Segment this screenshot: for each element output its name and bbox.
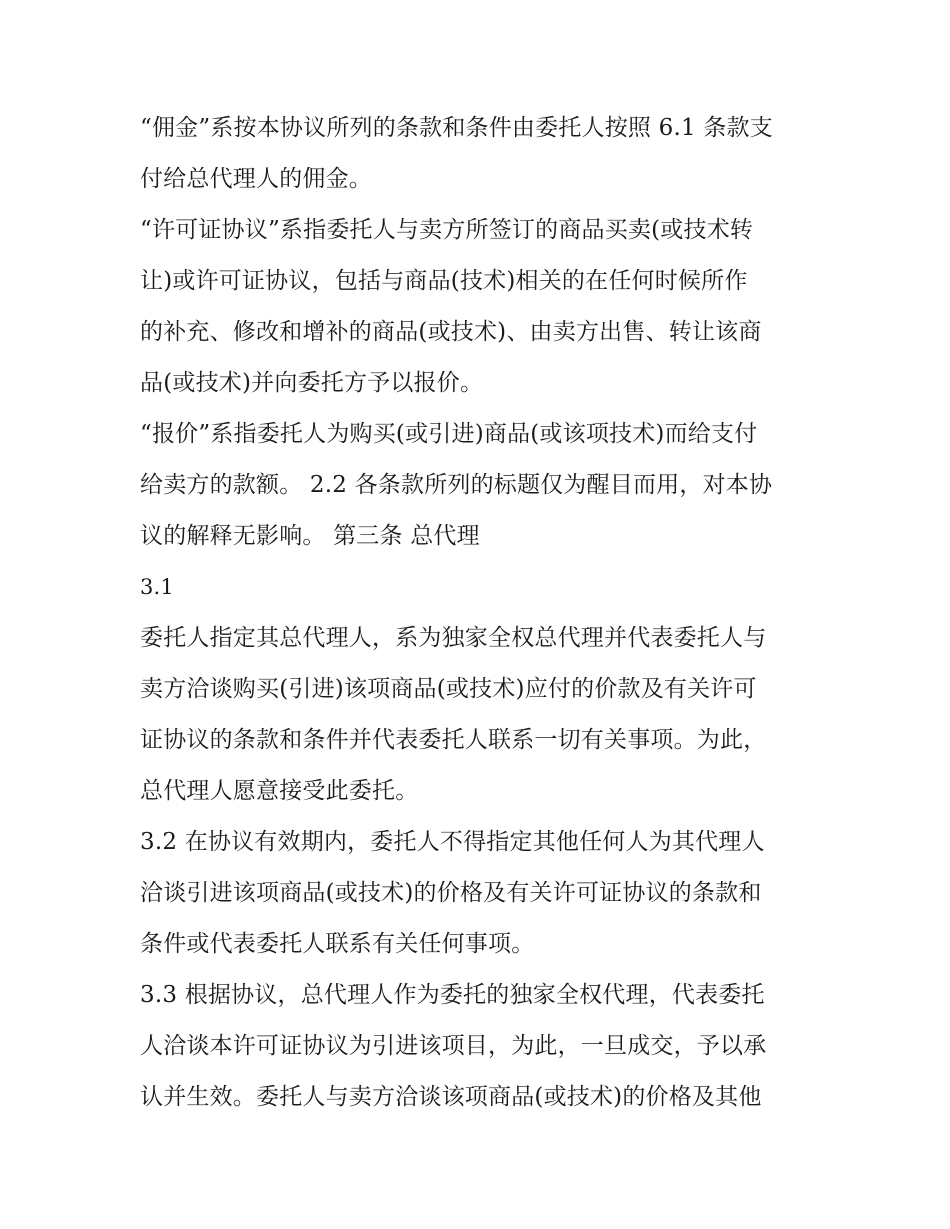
text-line: 3.3 根据协议，总代理人作为委托的独家全权代理，代表委托 xyxy=(140,982,765,1008)
text-line: 议的解释无影响。 第三条 总代理 xyxy=(140,523,480,549)
text-line: 条件或代表委托人联系有关任何事项。 xyxy=(140,931,535,957)
text-line: “报价”系指委托人为购买(或引进)商品(或该项技术)而给支付 xyxy=(140,421,758,447)
text-line: 让)或许可证协议，包括与商品(技术)相关的在任何时候所作 xyxy=(140,268,748,294)
text-line: 总代理人愿意接受此委托。 xyxy=(140,778,419,804)
text-line: 证协议的条款和条件并代表委托人联系一切有关事项。为此， xyxy=(140,727,767,753)
text-line: 洽谈引进该项商品(或技术)的价格及有关许可证协议的条款和 xyxy=(140,880,762,906)
text-line: 认并生效。委托人与卖方洽谈该项商品(或技术)的价格及其他 xyxy=(140,1084,762,1110)
text-line: 委托人指定其总代理人，系为独家全权总代理并代表委托人与 xyxy=(140,625,767,651)
text-line: 卖方洽谈购买(引进)该项商品(或技术)应付的价款及有关许可 xyxy=(140,676,757,702)
text-line: “许可证协议”系指委托人与卖方所签订的商品买卖(或技术转 xyxy=(140,217,754,243)
document-body xyxy=(140,103,830,1123)
text-line: 品(或技术)并向委托方予以报价。 xyxy=(140,370,484,396)
text-line: “佣金”系按本协议所列的条款和条件由委托人按照 6.1 条款支 xyxy=(140,115,773,141)
text-line: 给卖方的款额。 2.2 各条款所列的标题仅为醒目而用，对本协 xyxy=(140,472,773,498)
text-line: 3.2 在协议有效期内，委托人不得指定其他任何人为其代理人 xyxy=(140,829,765,855)
text-line: 人洽谈本许可证协议为引进该项目，为此，一旦成交，予以承 xyxy=(140,1033,767,1059)
text-line: 的补充、修改和增补的商品(或技术)、由卖方出售、转让该商 xyxy=(140,319,762,345)
clause-number: 3.1 xyxy=(140,575,174,599)
text-line: 付给总代理人的佣金。 xyxy=(140,166,372,192)
